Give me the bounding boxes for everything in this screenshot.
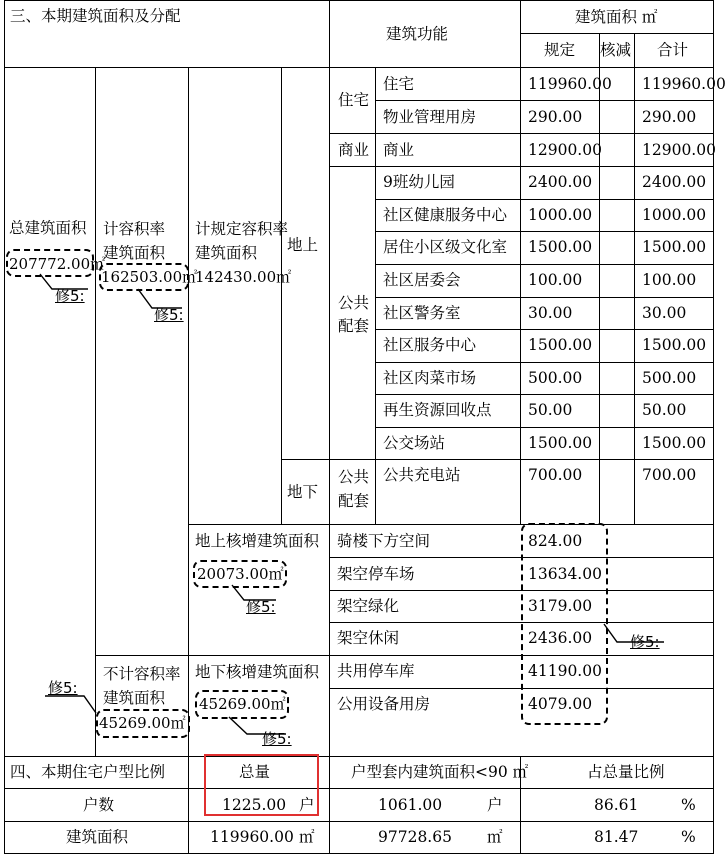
revision-label: 修5: [630,633,660,651]
added-row-value: 2436.00 [528,629,593,647]
revision-label: 修5: [262,730,292,748]
under-row-name: 共用停车库 [337,662,415,680]
group-commercial: 商业 [338,141,370,159]
reg-far-value: 142430.00㎡ [195,268,292,286]
reg-far-label-2: 建筑面积 [195,244,258,262]
row-name: 社区肉菜市场 [383,369,477,387]
area-small: 97728.65 [378,828,452,846]
reg-far-label-1: 计规定容积率 [195,220,289,238]
above-added-label: 地上核增建筑面积 [195,532,320,550]
row-total: 1500.00 [642,434,707,452]
row-regulated: 1000.00 [528,206,593,224]
added-row-value: 3179.00 [528,597,593,615]
total-area-label: 总建筑面积 [9,219,87,237]
non-far-label-2: 建筑面积 [103,689,166,707]
row-regulated: 50.00 [528,401,573,419]
row-name: 再生资源回收点 [383,401,492,419]
row-regulated: 1500.00 [528,434,593,452]
added-row-value: 13634.00 [528,565,602,583]
row-total: 1000.00 [642,206,707,224]
row-total: 290.00 [642,108,697,126]
area-unit: ㎡ [299,828,315,846]
row-total: 30.00 [642,304,687,322]
total-area-value: 207772.00㎡ [9,255,106,273]
under-added-value: 45269.00㎡ [199,695,286,713]
non-far-value: 45269.00㎡ [99,714,186,732]
above-ground-label: 地上 [287,236,319,254]
area-percent: % [681,828,696,846]
households-percent: % [681,796,696,814]
row-name: 物业管理用房 [383,108,477,126]
row-name: 公共充电站 [383,466,461,484]
far-area-value: 162503.00㎡ [101,268,198,286]
row-regulated: 290.00 [528,108,583,126]
group-residential: 住宅 [338,91,370,109]
col-small: 户型套内建筑面积<90 ㎡ [351,763,529,781]
row-total: 1500.00 [642,238,707,256]
revision-label: 修5: [48,679,78,697]
area-label: 建筑面积 [66,828,129,846]
col-ratio: 占总量比例 [587,763,665,781]
row-regulated: 1500.00 [528,238,593,256]
under-row-value: 4079.00 [528,695,593,713]
under-row-name: 公用设备用房 [337,695,431,713]
row-total: 500.00 [642,369,697,387]
row-name: 9班幼儿园 [383,173,455,191]
group-public-1: 公共 [338,294,370,312]
group-public-2: 配套 [338,317,370,335]
added-row-value: 824.00 [528,532,583,550]
area-total: 119960.00 [210,828,294,846]
row-total: 700.00 [642,466,697,484]
section4-title: 四、本期住宅户型比例 [10,763,166,781]
households-small-unit: 户 [487,796,503,814]
underground-label: 地下 [287,483,319,501]
households-unit: 户 [299,796,315,814]
area-ratio: 81.47 [594,828,639,846]
far-area-label-1: 计容积率 [103,220,166,238]
row-total: 50.00 [642,401,687,419]
row-total: 12900.00 [642,141,716,159]
row-name: 公交场站 [383,434,446,452]
revision-label: 修5: [154,306,184,324]
row-regulated: 119960.00 [528,75,612,93]
total-highlight-box [204,754,319,816]
households-ratio: 86.61 [594,796,639,814]
row-name: 社区居委会 [383,271,461,289]
added-row-name: 架空休闲 [337,629,400,647]
header-deducted: 核减 [600,41,632,59]
row-regulated: 100.00 [528,271,583,289]
row-name: 社区警务室 [383,304,461,322]
row-name: 社区服务中心 [383,336,477,354]
row-name: 社区健康服务中心 [383,206,508,224]
households-small: 1061.00 [378,796,443,814]
row-total: 100.00 [642,271,697,289]
row-name: 商业 [383,141,415,159]
row-name: 住宅 [383,75,415,93]
row-total: 119960.00 [642,75,726,93]
added-row-name: 骑楼下方空间 [337,532,431,550]
under-added-label: 地下核增建筑面积 [195,663,320,681]
row-regulated: 2400.00 [528,173,593,191]
header-total: 合计 [657,41,689,59]
group-public-under-1: 公共 [338,468,370,486]
header-area: 建筑面积 ㎡ [575,8,658,26]
far-area-label-2: 建筑面积 [103,244,166,262]
non-far-label-1: 不计容积率 [103,665,181,683]
header-regulated: 规定 [544,41,576,59]
revision-label: 修5: [55,287,85,305]
above-added-value: 20073.00㎡ [197,565,284,583]
households-label: 户数 [83,796,115,814]
group-public-under-2: 配套 [338,492,370,510]
row-total: 2400.00 [642,173,707,191]
row-regulated: 700.00 [528,466,583,484]
row-regulated: 500.00 [528,369,583,387]
households-total: 1225.00 [222,796,287,814]
row-name: 居住小区级文化室 [383,238,508,256]
area-small-unit: ㎡ [487,828,503,846]
row-regulated: 30.00 [528,304,573,322]
col-total: 总量 [239,763,271,781]
revision-label: 修5: [246,598,276,616]
section3-title: 三、本期建筑面积及分配 [10,7,181,25]
header-function: 建筑功能 [386,25,449,43]
added-row-name: 架空停车场 [337,565,415,583]
row-regulated: 12900.00 [528,141,602,159]
row-total: 1500.00 [642,336,707,354]
under-row-value: 41190.00 [528,662,602,680]
added-row-name: 架空绿化 [337,597,400,615]
row-regulated: 1500.00 [528,336,593,354]
